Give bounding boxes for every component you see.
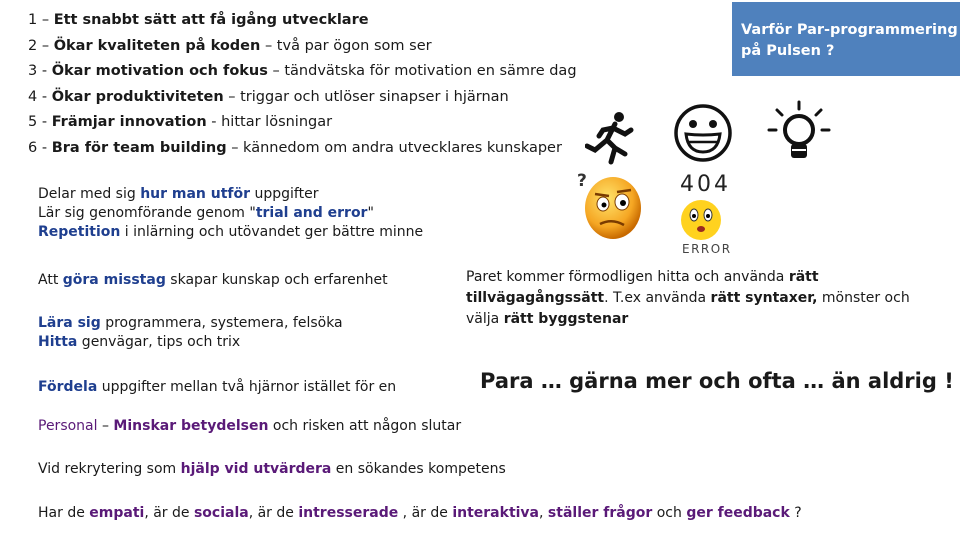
- list-item: 6 - Bra för team building – kännedom om andra utvecklares kunskaper: [28, 139, 562, 156]
- personal-line: Personal – Minskar betydelsen och risken att någon slutar: [38, 418, 462, 434]
- traits-line: Har de empati, är de sociala, är de intresserade , är de interaktiva, ställer frågor och ger feedback ?: [38, 505, 802, 521]
- benefits-list: [28, 8, 577, 161]
- lightbulb-icon: [765, 98, 833, 166]
- recruitment-line: Vid rekrytering som hjälp vid utvärdera en sökandes kompetens: [38, 461, 506, 477]
- right-paragraph: Paret kommer förmodligen hitta och använda rätt tillvägagångssätt. T.ex använda rätt syntaxer, mönster och välja rätt byggstenar: [466, 269, 910, 327]
- error-label: ERROR: [682, 242, 732, 256]
- question-mark: ?: [577, 171, 587, 191]
- grinning-face-icon: [672, 102, 734, 164]
- list-item: 1 – Ett snabbt sätt att få igång utvecklare: [28, 12, 369, 28]
- runner-icon: [585, 110, 635, 166]
- block-distribute: Fördela uppgifter mellan två hjärnor istället för en: [38, 379, 397, 395]
- surprised-emoji-icon: [679, 198, 723, 242]
- title-line-1: Varför Par-programmering: [741, 22, 958, 38]
- list-item: 4 - Ökar produktiviteten – triggar och utlöser sinapser i hjärnan: [28, 88, 509, 105]
- list-item: 3 - Ökar motivation och fokus – tändvätska för motivation en sämre dag: [28, 63, 577, 79]
- list-item: 5 - Främjar innovation - hittar lösningar: [28, 114, 333, 130]
- error-code: 404: [680, 172, 731, 197]
- title-line-2: på Pulsen ?: [741, 43, 835, 59]
- block-sharing: Delar med sig hur man utför uppgifter Lär sig genomförande genom "trial and error" Repetition i inlärning och utövandet ger bättre minne: [38, 186, 424, 240]
- block-mistakes: Att göra misstag skapar kunskap och erfarenhet: [38, 272, 388, 288]
- confused-emoji-icon: [582, 172, 644, 244]
- title-box: [732, 2, 960, 76]
- list-item: 2 – Ökar kvaliteten på koden – två par ögon som ser: [28, 37, 432, 54]
- block-learning: Lära sig programmera, systemera, felsöka Hitta genvägar, tips och trix: [38, 315, 343, 350]
- slogan: Para … gärna mer och ofta … än aldrig !: [480, 369, 954, 393]
